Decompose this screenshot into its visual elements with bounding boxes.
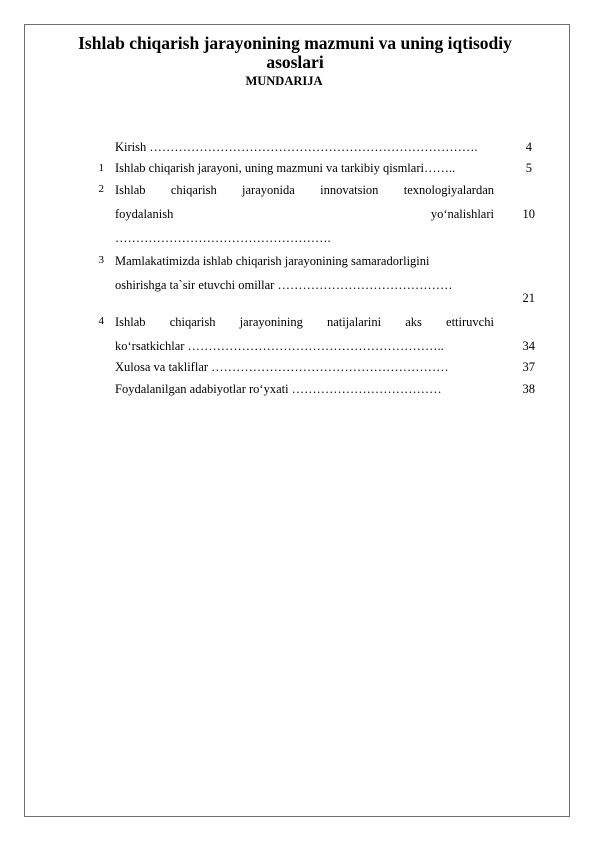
toc-entry-3-page: 21 (522, 291, 535, 305)
toc-entry-1-page: 5 (525, 161, 532, 175)
toc-entry-2-word: Ishlab (115, 183, 146, 197)
toc-entry-2-page: 10 (522, 207, 535, 221)
toc-entry-3-line2: oshirishga ta`sir etuvchi omillar …………………………………… (115, 278, 453, 292)
document-title: Ishlab chiqarish jarayonining mazmuni va uning iqtisodiy asoslari (78, 33, 512, 72)
toc-entry-1-text: Ishlab chiqarish jarayoni, uning mazmuni va tarkibiy qismlari…….. (115, 161, 456, 175)
toc-entry-4-word: jarayonining (239, 315, 303, 329)
toc-entry-2-word: yo‘nalishlari (430, 207, 494, 221)
toc-entry-4-number: 4 (98, 315, 104, 327)
toc-entry-2-word: texnologiyalardan (403, 183, 494, 197)
toc-entry-2-line1 (115, 183, 494, 198)
toc-entry-2-word: jarayonida (242, 183, 295, 197)
toc-entry-4-word: Ishlab (115, 315, 146, 329)
toc-entry-2-word: foydalanish (115, 207, 174, 221)
toc-entry-kirish-page: 4 (525, 140, 532, 154)
toc-entry-2-line2 (115, 207, 494, 222)
toc-entry-2-word: innovatsion (320, 183, 379, 197)
toc-entry-4-page: 34 (522, 339, 535, 353)
toc-entry-xulosa-page: 37 (522, 360, 535, 374)
toc-entry-4-line2: ko‘rsatkichlar …………………………………………………….. (115, 339, 444, 353)
toc-entry-3-number: 3 (98, 254, 104, 266)
toc-entry-4-word: ettiruvchi (446, 315, 494, 329)
toc-entry-1-number: 1 (98, 162, 104, 174)
toc-entry-4-line1 (115, 315, 494, 330)
toc-entry-2-word: chiqarish (170, 183, 217, 197)
toc-entry-adabiyotlar-text: Foydalanilgan adabiyotlar ro‘yxati ……………………………… (115, 382, 442, 396)
toc-entry-kirish-text: Kirish ……………………………………………………………………. (115, 140, 478, 154)
toc-entry-2-line3: ……………………………………………. (115, 231, 331, 245)
toc-entry-4-word: natijalarini (326, 315, 382, 329)
toc-entry-3-line1: Mamlakatimizda ishlab chiqarish jarayonining samaradorligini (115, 254, 430, 268)
document-subtitle: MUNDARIJA (245, 74, 323, 88)
toc-entry-4-word: aks (405, 315, 422, 329)
toc-entry-4-word: chiqarish (169, 315, 216, 329)
toc-entry-2-number: 2 (98, 183, 104, 195)
toc-entry-adabiyotlar-page: 38 (522, 382, 535, 396)
toc-entry-xulosa-text: Xulosa va takliflar ………………………………………………… (115, 360, 449, 374)
